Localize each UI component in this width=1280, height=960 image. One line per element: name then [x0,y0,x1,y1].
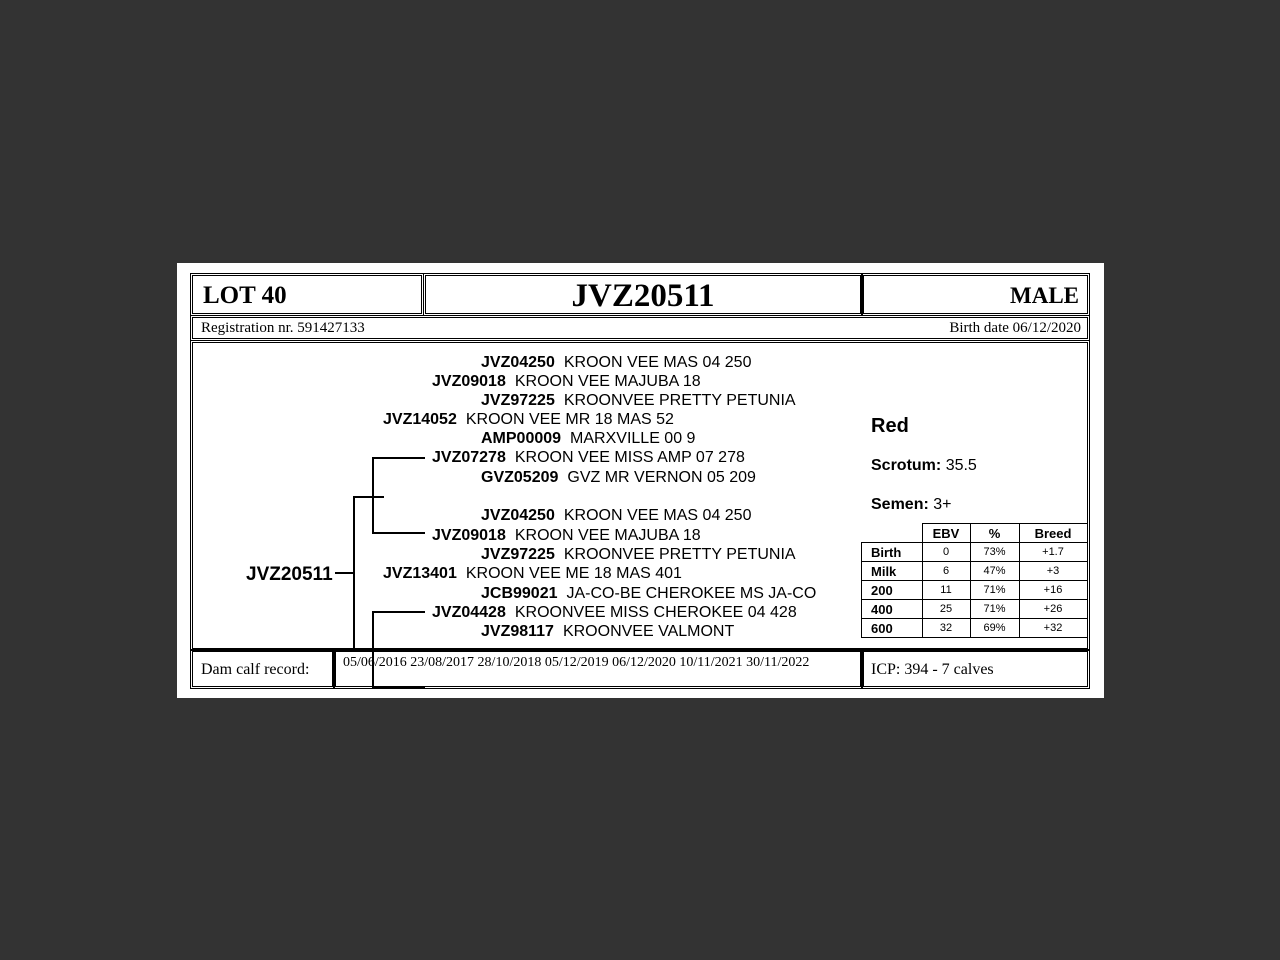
pct-header: % [970,524,1019,543]
dam-record-label-box [190,649,335,689]
table-row [862,600,1088,619]
breed-value: +32 [1019,619,1087,638]
pedigree-entry: JVZ07278 KROON VEE MISS AMP 07 278 [432,449,745,466]
table-row [862,562,1088,581]
breed-value: +26 [1019,600,1087,619]
pedigree-entry: JVZ97225 KROONVEE PRETTY PETUNIA [481,392,796,409]
lot-card [177,263,1104,698]
ebv-value: 11 [922,581,970,600]
pedigree-dam: JVZ13401 KROON VEE ME 18 MAS 401 [383,565,682,582]
pedigree-calf: JVZ20511 [246,564,333,585]
pedigree-entry: JVZ97225 KROONVEE PRETTY PETUNIA [481,546,796,563]
row-label: 200 [862,581,923,600]
dam-record-label: Dam calf record: [201,661,310,678]
pedigree-entry: JVZ98117 KROONVEE VALMONT [481,623,735,640]
row-label: 600 [862,619,923,638]
pedigree-entry: JVZ09018 KROON VEE MAJUBA 18 [432,527,701,544]
pedigree-entry: JVZ04250 KROON VEE MAS 04 250 [481,507,752,524]
registration-number: Registration nr. 591427133 [201,320,365,336]
table-row [862,543,1088,562]
row-label: Birth [862,543,923,562]
scrotum-stat: Scrotum: 35.5 [871,457,977,474]
dam-record-dates-box [333,649,863,689]
pedigree-sire: JVZ14052 KROON VEE MR 18 MAS 52 [383,411,674,428]
sire-sire-connector [372,457,425,459]
sire-bracket [372,457,374,534]
pct-value: 71% [970,581,1019,600]
calf-connector [335,572,355,574]
breed-value: +1.7 [1019,543,1087,562]
lot-number: LOT 40 [203,282,287,309]
pct-value: 71% [970,600,1019,619]
dam-sire-connector [372,611,425,613]
ebv-table [861,523,1088,638]
dam-record-dates: 05/06/2016 23/08/2017 28/10/2018 05/12/2019 06/12/2020 10/11/2021 30/11/2022 [343,655,810,670]
icp-value: ICP: 394 - 7 calves [871,661,994,678]
pct-value: 47% [970,562,1019,581]
lot-box [190,273,424,316]
pedigree-entry: JVZ04250 KROON VEE MAS 04 250 [481,354,752,371]
parent-bracket [353,496,355,652]
pedigree-entry: JVZ09018 KROON VEE MAJUBA 18 [432,373,701,390]
pedigree-entry: AMP00009 MARXVILLE 00 9 [481,430,696,447]
ebv-value: 6 [922,562,970,581]
pedigree-entry: JCB99021 JA-CO-BE CHEROKEE MS JA-CO [481,585,817,602]
ebv-header-row [862,524,1088,543]
sire-connector [353,496,384,498]
ebv-value: 32 [922,619,970,638]
breed-header: Breed [1019,524,1087,543]
ebv-value: 0 [922,543,970,562]
ebv-header: EBV [922,524,970,543]
registration-row [190,315,1090,341]
sire-dam-connector [372,532,425,534]
icp-box [861,649,1090,689]
table-row [862,619,1088,638]
animal-id-box [423,273,863,316]
birth-date: Birth date 06/12/2020 [949,320,1081,336]
table-row [862,581,1088,600]
semen-stat: Semen: 3+ [871,496,952,513]
row-label: Milk [862,562,923,581]
animal-color: Red [871,415,909,437]
animal-id: JVZ20511 [571,278,715,314]
ebv-value: 25 [922,600,970,619]
pct-value: 73% [970,543,1019,562]
row-label: 400 [862,600,923,619]
breed-value: +16 [1019,581,1087,600]
pct-value: 69% [970,619,1019,638]
sex-box [861,273,1090,316]
breed-value: +3 [1019,562,1087,581]
animal-sex: MALE [1010,283,1079,308]
pedigree-entry: JVZ04428 KROONVEE MISS CHEROKEE 04 428 [432,604,797,621]
pedigree-entry: GVZ05209 GVZ MR VERNON 05 209 [481,469,756,486]
